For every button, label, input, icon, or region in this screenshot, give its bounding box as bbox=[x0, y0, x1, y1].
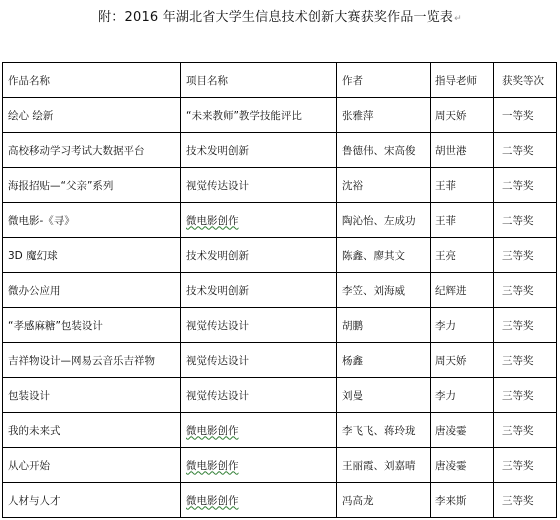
title-text: 附：2016 年湖北省大学生信息技术创新大赛获奖作品一览表 bbox=[98, 10, 454, 25]
table-row bbox=[3, 168, 557, 203]
project-name bbox=[181, 483, 337, 518]
advisor: 周天娇 bbox=[431, 343, 494, 378]
table-row bbox=[3, 308, 557, 343]
project-name: 技术发明创新 bbox=[181, 133, 337, 168]
work-name: “孝感麻糖”包装设计 bbox=[3, 308, 181, 343]
header-award: 获奖等次 bbox=[494, 63, 557, 98]
project-name: 技术发明创新 bbox=[181, 273, 337, 308]
project-name-text: 微电影创作 bbox=[186, 494, 239, 507]
work-name: 微办公应用 bbox=[3, 273, 181, 308]
table-row bbox=[3, 483, 557, 518]
author: 刘曼 bbox=[337, 378, 431, 413]
award: 三等奖 bbox=[494, 343, 557, 378]
author: 张雅萍 bbox=[337, 98, 431, 133]
work-name: 包装设计 bbox=[3, 378, 181, 413]
project-name: 视觉传达设计 bbox=[181, 308, 337, 343]
table-row bbox=[3, 343, 557, 378]
table-row bbox=[3, 203, 557, 238]
advisor: 胡世港 bbox=[431, 133, 494, 168]
project-name-text: 微电影创作 bbox=[186, 424, 239, 437]
work-name: 我的未来式 bbox=[3, 413, 181, 448]
paragraph-mark-icon: ↵ bbox=[454, 14, 462, 24]
award: 三等奖 bbox=[494, 308, 557, 343]
award: 一等奖 bbox=[494, 98, 557, 133]
author: 李笠、刘海威 bbox=[337, 273, 431, 308]
project-name bbox=[181, 203, 337, 238]
awards-table bbox=[2, 62, 557, 518]
author: 鲁德伟、宋高俊 bbox=[337, 133, 431, 168]
award: 二等奖 bbox=[494, 168, 557, 203]
award: 二等奖 bbox=[494, 203, 557, 238]
award: 三等奖 bbox=[494, 413, 557, 448]
author: 冯高龙 bbox=[337, 483, 431, 518]
project-name: “未来教师”教学技能评比 bbox=[181, 98, 337, 133]
header-project-name: 项目名称 bbox=[181, 63, 337, 98]
advisor: 王菲 bbox=[431, 168, 494, 203]
author: 王丽霞、刘嘉晴 bbox=[337, 448, 431, 483]
table-row bbox=[3, 273, 557, 308]
advisor: 李来斯 bbox=[431, 483, 494, 518]
project-name bbox=[181, 448, 337, 483]
project-name: 视觉传达设计 bbox=[181, 378, 337, 413]
table-row bbox=[3, 238, 557, 273]
award: 三等奖 bbox=[494, 448, 557, 483]
table-row bbox=[3, 413, 557, 448]
work-name: 高校移动学习考试大数据平台 bbox=[3, 133, 181, 168]
advisor: 王菲 bbox=[431, 203, 494, 238]
table-row bbox=[3, 98, 557, 133]
advisor: 王亮 bbox=[431, 238, 494, 273]
work-name: 吉祥物设计—网易云音乐吉祥物 bbox=[3, 343, 181, 378]
table-row bbox=[3, 133, 557, 168]
advisor: 纪辉进 bbox=[431, 273, 494, 308]
project-name: 视觉传达设计 bbox=[181, 343, 337, 378]
award: 三等奖 bbox=[494, 273, 557, 308]
header-advisor: 指导老师 bbox=[431, 63, 494, 98]
author: 李飞飞、蒋玲珑 bbox=[337, 413, 431, 448]
project-name: 技术发明创新 bbox=[181, 238, 337, 273]
header-work-name: 作品名称 bbox=[3, 63, 181, 98]
table-row bbox=[3, 448, 557, 483]
advisor: 周天娇 bbox=[431, 98, 494, 133]
award: 三等奖 bbox=[494, 378, 557, 413]
table-row bbox=[3, 378, 557, 413]
author: 沈裕 bbox=[337, 168, 431, 203]
project-name-text: 微电影创作 bbox=[186, 214, 239, 227]
work-name: 绘心 绘新 bbox=[3, 98, 181, 133]
work-name: 3D 魔幻球 bbox=[3, 238, 181, 273]
advisor: 唐凌霎 bbox=[431, 413, 494, 448]
project-name-text: 微电影创作 bbox=[186, 459, 239, 472]
work-name: 微电影-《寻》 bbox=[3, 203, 181, 238]
award: 二等奖 bbox=[494, 133, 557, 168]
advisor: 李力 bbox=[431, 308, 494, 343]
advisor: 唐凌霎 bbox=[431, 448, 494, 483]
author: 胡鹏 bbox=[337, 308, 431, 343]
work-name: 人材与人才 bbox=[3, 483, 181, 518]
table-header-row bbox=[3, 63, 557, 98]
award: 三等奖 bbox=[494, 483, 557, 518]
page-title bbox=[0, 6, 560, 25]
work-name: 海报招贴—“父亲”系列 bbox=[3, 168, 181, 203]
project-name bbox=[181, 413, 337, 448]
header-author: 作者 bbox=[337, 63, 431, 98]
advisor: 李力 bbox=[431, 378, 494, 413]
project-name: 视觉传达设计 bbox=[181, 168, 337, 203]
award: 三等奖 bbox=[494, 238, 557, 273]
author: 陈鑫、廖其文 bbox=[337, 238, 431, 273]
author: 杨鑫 bbox=[337, 343, 431, 378]
author: 陶沁怡、左成功 bbox=[337, 203, 431, 238]
work-name: 从心开始 bbox=[3, 448, 181, 483]
